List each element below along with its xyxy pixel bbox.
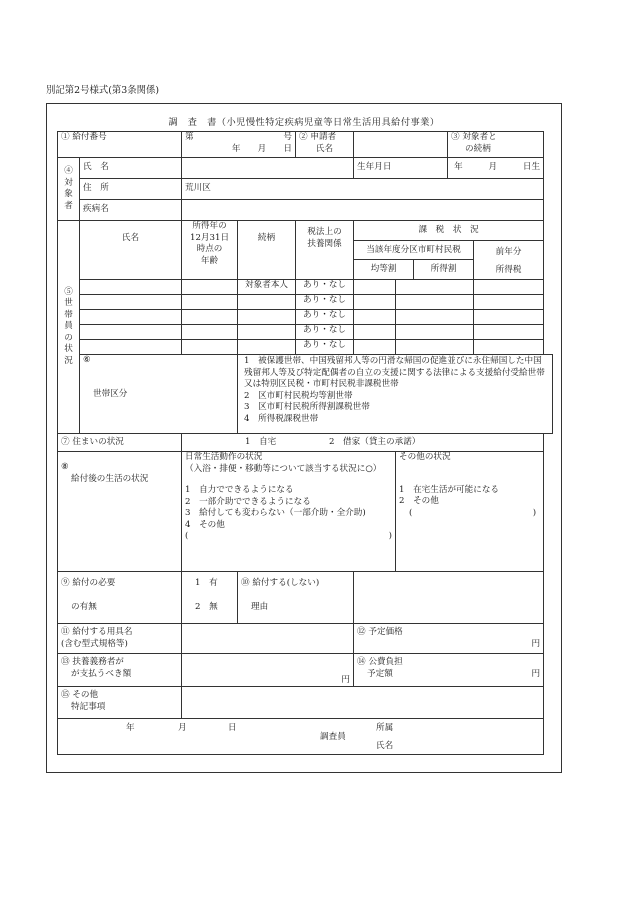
household-row <box>58 340 553 355</box>
grant-date: 年 月 日 <box>231 143 293 154</box>
col-tax-equal: 均等割 <box>354 260 414 279</box>
grant-number-suffix: 号 <box>283 132 293 142</box>
relation-field[interactable] <box>448 132 544 158</box>
col-age: 所得年の 12月31日 時点の 年齢 <box>182 221 238 280</box>
row-dependency[interactable]: あり・なし <box>296 340 354 355</box>
row-dependency[interactable]: あり・なし <box>296 325 354 340</box>
remarks-field[interactable] <box>182 687 544 719</box>
address-label: 住 所 <box>80 179 182 200</box>
col-prev-year: 前年分 所得税 <box>474 241 544 280</box>
col-tax-income: 所得割 <box>430 264 457 274</box>
row-relation <box>238 310 296 325</box>
price-yen: 円 <box>531 638 541 649</box>
disease-field[interactable] <box>182 200 544 221</box>
adl-item-4: 4 その他 <box>185 519 225 530</box>
subject-name-field[interactable] <box>182 158 354 179</box>
grant-number-field[interactable] <box>182 132 296 158</box>
necessity-no: 2 無 <box>195 601 218 612</box>
subject-section-label: ④対象者 <box>58 158 80 221</box>
row-relation <box>238 340 296 355</box>
equipment-label: ⑪ 給付する用具名 (含む型式規格等) <box>58 624 182 654</box>
subject-name-label: 氏 名 <box>80 158 182 179</box>
relation-label-2: の続柄 <box>465 143 491 154</box>
col-dependency: 税法上の 扶養関係 <box>296 221 354 280</box>
other-item-2: 2 その他 <box>399 496 439 506</box>
housing-options[interactable] <box>182 434 544 452</box>
applicant-name-field[interactable] <box>354 132 448 158</box>
remarks-label: ⑮ その他 特記事項 <box>58 687 182 719</box>
address-field[interactable]: 荒川区 <box>182 179 544 200</box>
public-burden-field[interactable] <box>354 654 544 687</box>
household-class-label: ⑥ 世帯区分 <box>80 355 238 434</box>
grant-reason-field[interactable] <box>354 572 544 624</box>
row-relation: 対象者本人 <box>238 280 296 295</box>
household-class-item-4: 4 所得税課税世帯 <box>244 413 319 424</box>
header-row <box>58 132 553 158</box>
housing-label: ⑦ 住まいの状況 <box>58 434 182 452</box>
household-row <box>58 310 553 325</box>
row-relation <box>238 325 296 340</box>
public-label-line-2: 予定額 円 <box>367 668 541 679</box>
household-row <box>58 295 553 310</box>
adl-item-3: 3 給付しても変わらない（一部介助・全介助) <box>185 508 366 518</box>
col-relation: 続柄 <box>238 221 296 280</box>
support-label: ⑬ 扶養義務者が が支払うべき額 <box>58 654 182 687</box>
household-class-options[interactable] <box>238 355 553 434</box>
other-title: その他の状況 <box>399 452 451 462</box>
public-label-1: ⑭ 公費負担 <box>357 657 403 667</box>
sig-month: 月 <box>178 723 187 733</box>
col-tax-status: 課 税 状 況 <box>354 221 544 241</box>
grant-number-label: ① 給付番号 <box>58 132 182 158</box>
adl-item-1: 1 自力でできるようになる <box>185 485 294 495</box>
row-relation <box>238 295 296 310</box>
signature-area[interactable] <box>58 719 544 755</box>
sig-investigator: 調査員 <box>320 732 346 742</box>
adl-other-paren: ( ) <box>185 531 393 541</box>
adl-item-2: 2 一部介助でできるようになる <box>185 496 311 507</box>
household-class-item-2: 2 区市町村民税均等割世帯 <box>244 390 353 401</box>
col-name: 氏名 <box>80 221 182 280</box>
support-field[interactable] <box>182 654 354 687</box>
adl-note: （入浴・排便・移動等について該当する状況に○） <box>185 463 382 474</box>
form-table <box>57 131 553 755</box>
row-dependency[interactable]: あり・なし <box>296 280 354 295</box>
household-class-item-1: 1 被保護世帯、中国残留邦人等の円滑な帰国の促進並びに永住帰国した中国残留邦人等及び特定配偶者の自立の支援に関する法律による支援給付受給世帯又は特別区民税・市町村民税非課税世帯 <box>244 356 545 390</box>
col-tax-current: 当該年度分区市町村民税 均等割 所得割 <box>354 241 474 280</box>
birth-label: 生年月日 <box>354 158 448 179</box>
applicant-label: ② 申請者 氏名 <box>296 132 354 158</box>
household-section-label: ⑤世帯員の状況 <box>58 221 80 434</box>
other-paren: ( ) <box>409 507 537 518</box>
sig-year: 年 <box>126 723 135 733</box>
household-row <box>58 325 553 340</box>
housing-opt-1: 1 自宅 <box>245 436 277 447</box>
sig-day: 日 <box>228 723 237 733</box>
sig-affiliation: 所属 <box>376 723 394 733</box>
price-label: ⑫ 予定価格 <box>357 627 403 637</box>
birth-date-field[interactable]: 年 月 日生 <box>448 158 544 179</box>
support-yen: 円 <box>341 674 351 685</box>
row-dependency[interactable]: あり・なし <box>296 310 354 325</box>
row-dependency[interactable]: あり・なし <box>296 295 354 310</box>
sig-name: 氏名 <box>376 741 394 751</box>
adl-status[interactable] <box>182 452 396 572</box>
survey-form <box>46 103 562 773</box>
equipment-field[interactable] <box>182 624 354 654</box>
document-title: 調 査 書（小児慢性特定疾病児童等日常生活用具給付事業） <box>168 117 440 128</box>
adl-title: 日常生活動作の状況 <box>185 452 263 462</box>
necessity-label: ⑨ 給付の必要 の有無 <box>58 572 182 624</box>
household-row <box>58 280 553 295</box>
grant-decision-label: ⑩ 給付する(しない) 理由 <box>238 572 354 624</box>
disease-label: 疾病名 <box>80 200 182 221</box>
household-class-item-3: 3 区市町村民税所得割課税世帯 <box>244 402 370 413</box>
necessity-yes: 1 有 <box>195 578 218 588</box>
form-reference: 別記第2号様式(第3条関係) <box>46 85 159 96</box>
other-item-1: 1 在宅生活が可能になる <box>399 484 500 495</box>
after-grant-label: ⑧ 給付後の生活の状況 <box>58 452 182 572</box>
housing-opt-2: 2 借家（貸主の承諾） <box>329 436 421 447</box>
necessity-options[interactable] <box>182 572 238 624</box>
relation-label-1: ③ 対象者と <box>451 132 497 142</box>
grant-number-prefix: 第 <box>185 132 194 142</box>
other-status[interactable] <box>396 452 544 572</box>
price-field[interactable] <box>354 624 544 654</box>
